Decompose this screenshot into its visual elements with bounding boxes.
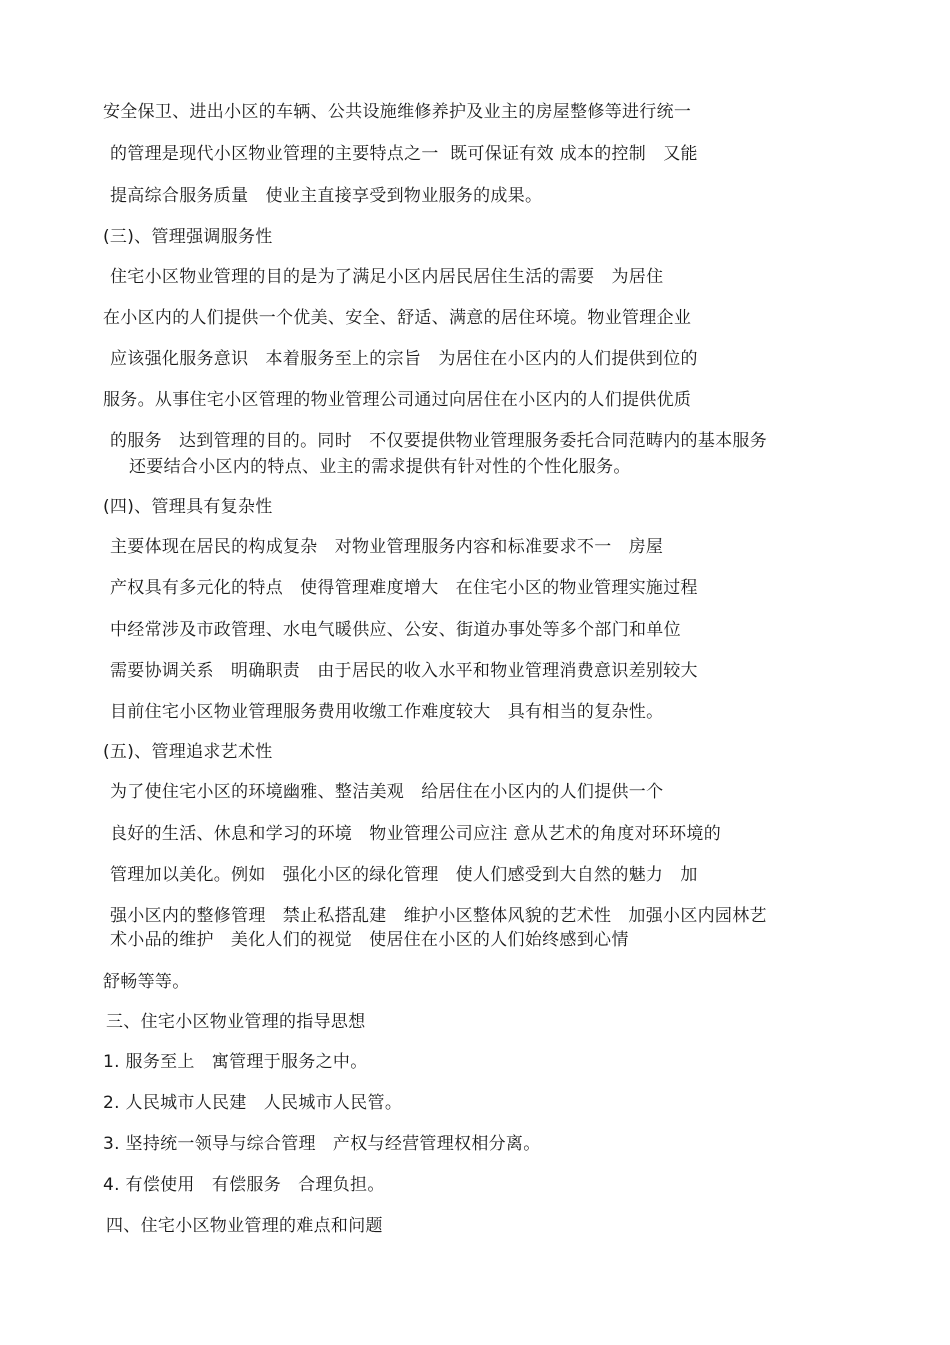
list-item: 1. 服务至上 寓管理于服务之中。 [103,1052,368,1072]
text-line: 需要协调关系 明确职责 由于居民的收入水平和物业管理消费意识差别较大 [110,661,698,681]
text-line: 舒畅等等。 [103,972,190,992]
text-line: 安全保卫、进出小区的车辆、公共设施维修养护及业主的房屋整修等进行统一 [103,102,692,122]
text-line: 在小区内的人们提供一个优美、安全、舒适、满意的居住环境。物业管理企业 [103,308,692,328]
list-item: 3. 坚持统一领导与综合管理 产权与经营管理权相分离。 [103,1134,541,1154]
text-line: 术小品的维护 美化人们的视觉 使居住在小区的人们始终感到心情 [110,930,629,950]
text-line: 管理加以美化。例如 强化小区的绿化管理 使人们感受到大自然的魅力 加 [110,865,698,885]
text-line: 强小区内的整修管理 禁止私搭乱建 维护小区整体风貌的艺术性 加强小区内园林艺 [110,906,767,926]
text-line: 提高综合服务质量 使业主直接享受到物业服务的成果。 [110,186,543,206]
text-line: 主要体现在居民的构成复杂 对物业管理服务内容和标准要求不一 房屋 [110,537,664,557]
text-line: 住宅小区物业管理的目的是为了满足小区内居民居住生活的需要 为居住 [110,267,664,287]
text-line: 应该强化服务意识 本着服务至上的宗旨 为居住在小区内的人们提供到位的 [110,349,698,369]
section-heading: (三)、管理强调服务性 [103,227,273,247]
text-line: 还要结合小区内的特点、业主的需求提供有针对性的个性化服务。 [129,457,631,477]
text-line: 中经常涉及市政管理、水电气暖供应、公安、街道办事处等多个部门和单位 [110,620,681,640]
section-heading: (四)、管理具有复杂性 [103,497,273,517]
section-heading: 三、住宅小区物业管理的指导思想 [106,1012,366,1032]
section-heading: 四、住宅小区物业管理的难点和问题 [106,1216,383,1236]
text-line: 的管理是现代小区物业管理的主要特点之一 既可保证有效 成本的控制 又能 [110,144,698,164]
text-line: 产权具有多元化的特点 使得管理难度增大 在住宅小区的物业管理实施过程 [110,578,698,598]
text-line: 服务。从事住宅小区管理的物业管理公司通过向居住在小区内的人们提供优质 [103,390,692,410]
text-line: 的服务 达到管理的目的。同时 不仅要提供物业管理服务委托合同范畴内的基本服务 [110,431,768,451]
list-item: 4. 有偿使用 有偿服务 合理负担。 [103,1175,385,1195]
list-item: 2. 人民城市人民建 人民城市人民管。 [103,1093,403,1113]
text-line: 为了使住宅小区的环境幽雅、整洁美观 给居住在小区内的人们提供一个 [110,782,664,802]
section-heading: (五)、管理追求艺术性 [103,742,273,762]
text-line: 目前住宅小区物业管理服务费用收缴工作难度较大 具有相当的复杂性。 [110,702,664,722]
text-line: 良好的生活、休息和学习的环境 物业管理公司应注 意从艺术的角度对环环境的 [110,824,722,844]
